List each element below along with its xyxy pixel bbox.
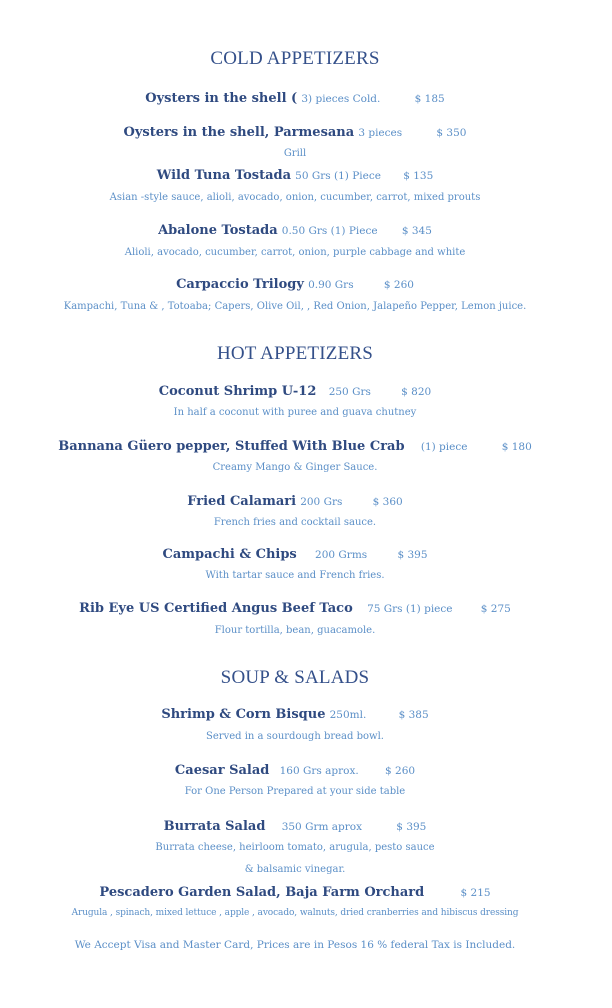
item-description: With tartar sauce and French fries. xyxy=(205,570,385,581)
menu-item-wild-tuna-tostada xyxy=(0,168,590,183)
item-name: Abalone Tostada xyxy=(158,223,278,238)
item-price: $ 395 xyxy=(396,821,427,833)
item-name: Shrimp & Corn Bisque xyxy=(161,707,326,722)
item-name: Oysters in the shell ( xyxy=(145,91,298,106)
menu-item-oysters-cold xyxy=(0,91,590,106)
item-detail: (1) piece xyxy=(420,441,468,453)
item-description: Kampachi, Tuna & , Totoaba; Capers, Olive Oil, , Red Onion, Jalapeño Pepper, Lemon juice. xyxy=(63,301,527,312)
item-price: $ 180 xyxy=(501,441,532,453)
item-detail: 250ml. xyxy=(329,709,367,721)
menu-item-caesar-salad xyxy=(0,763,590,778)
item-description: Creamy Mango & Ginger Sauce. xyxy=(212,462,378,473)
item-detail: 200 Grs xyxy=(300,496,343,508)
item-description-continued: & balsamic vinegar. xyxy=(244,864,346,875)
item-detail: 350 Grm aprox xyxy=(281,821,363,833)
menu-item-fried-calamari xyxy=(0,494,590,509)
item-detail: 3 pieces xyxy=(358,127,403,139)
item-description: French fries and cocktail sauce. xyxy=(213,517,377,528)
item-detail: 0.90 Grs xyxy=(308,279,354,291)
menu-item-rib-eye-taco xyxy=(0,601,590,616)
item-price: $ 185 xyxy=(414,93,445,105)
item-detail: 75 Grs (1) piece xyxy=(367,603,453,615)
item-price: $ 135 xyxy=(403,170,434,182)
item-price: $ 260 xyxy=(385,765,416,777)
item-price: $ 350 xyxy=(436,127,467,139)
menu-item-shrimp-corn-bisque xyxy=(0,707,590,722)
item-description: In half a coconut with puree and guava chutney xyxy=(173,407,417,418)
menu-item-pescadero-garden-salad xyxy=(0,885,590,900)
item-name: Rib Eye US Certified Angus Beef Taco xyxy=(79,601,353,616)
item-description: Grill xyxy=(283,148,307,159)
item-description: Arugula , spinach, mixed lettuce , apple , avocado, walnuts, dried cranberries and hibiscus dressing xyxy=(71,908,519,918)
item-price: $ 385 xyxy=(398,709,429,721)
item-price: $ 820 xyxy=(401,386,432,398)
item-name: Carpaccio Trilogy xyxy=(176,277,304,292)
item-detail: 160 Grs aprox. xyxy=(279,765,359,777)
item-description: Alioli, avocado, cucumber, carrot, onion, purple cabbage and white xyxy=(124,247,466,258)
item-name: Coconut Shrimp U-12 xyxy=(158,384,317,399)
menu-item-oysters-parmesana xyxy=(0,125,590,140)
item-description: Flour tortilla, bean, guacamole. xyxy=(214,625,376,636)
item-price: $ 260 xyxy=(383,279,414,291)
payment-tax-notice: We Accept Visa and Master Card, Prices are in Pesos 16 % federal Tax is Included. xyxy=(74,939,516,951)
item-detail: 50 Grs (1) Piece xyxy=(295,170,381,182)
item-detail: 200 Grms xyxy=(315,549,368,561)
item-name: Caesar Salad xyxy=(174,763,270,778)
item-name: Campachi & Chips xyxy=(162,547,297,562)
item-description: For One Person Prepared at your side table xyxy=(184,786,406,797)
item-name: Oysters in the shell, Parmesana xyxy=(123,125,355,140)
item-name: Burrata Salad xyxy=(163,819,266,834)
item-detail: 0.50 Grs (1) Piece xyxy=(281,225,378,237)
item-description: Served in a sourdough bread bowl. xyxy=(206,731,384,742)
item-price: $ 215 xyxy=(460,887,491,899)
item-description: Asian -style sauce, alioli, avocado, onion, cucumber, carrot, mixed prouts xyxy=(109,192,481,203)
section-title-soup-salads: SOUP & SALADS xyxy=(220,667,370,688)
item-name: Wild Tuna Tostada xyxy=(156,168,292,183)
item-name: Pescadero Garden Salad, Baja Farm Orchard xyxy=(99,885,425,900)
item-name: Fried Calamari xyxy=(187,494,297,509)
menu-item-abalone-tostada xyxy=(0,223,590,238)
item-name: Bannana Güero pepper, Stuffed With Blue Crab xyxy=(58,439,405,454)
item-price: $ 360 xyxy=(372,496,403,508)
section-title-cold-appetizers: COLD APPETIZERS xyxy=(210,48,380,69)
item-detail: 3) pieces Cold. xyxy=(301,93,381,105)
item-price: $ 345 xyxy=(401,225,432,237)
item-price: $ 275 xyxy=(480,603,511,615)
menu-item-campachi-chips xyxy=(0,547,590,562)
item-description: Burrata cheese, heirloom tomato, arugula, pesto sauce xyxy=(155,842,435,853)
menu-item-coconut-shrimp xyxy=(0,384,590,399)
section-title-hot-appetizers: HOT APPETIZERS xyxy=(216,343,374,364)
item-price: $ 395 xyxy=(397,549,428,561)
menu-item-burrata-salad xyxy=(0,819,590,834)
menu-item-carpaccio-trilogy xyxy=(0,277,590,292)
menu-item-bannana-guero-pepper xyxy=(0,439,590,454)
item-detail: 250 Grs xyxy=(328,386,371,398)
